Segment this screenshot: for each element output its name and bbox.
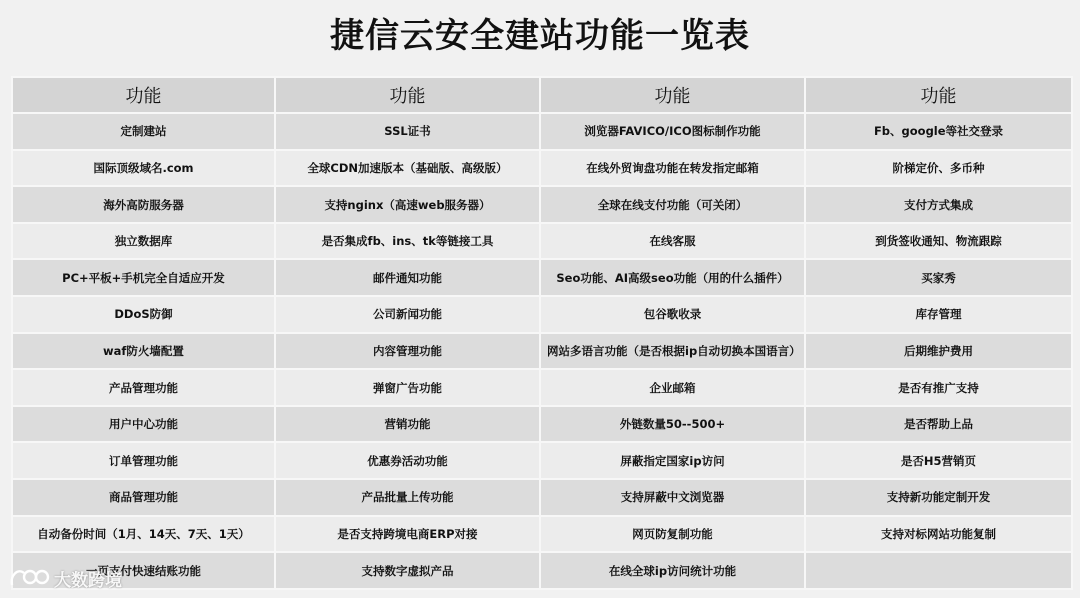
table-cell: 公司新闻功能 [275,296,540,333]
table-cell [805,552,1072,589]
table-cell: 订单管理功能 [12,442,275,479]
table-cell: 到货签收通知、物流跟踪 [805,223,1072,260]
feature-table [11,76,1073,590]
table-cell: 自动备份时间（1月、14天、7天、1天） [12,516,275,553]
table-cell: 邮件通知功能 [275,259,540,296]
table-cell: 用户中心功能 [12,406,275,443]
table-cell: Fb、google等社交登录 [805,113,1072,150]
table-cell: 商品管理功能 [12,479,275,516]
column-header: 功能 [12,77,275,113]
table-cell: 是否有推广支持 [805,369,1072,406]
table-row [12,186,1072,223]
table-cell: 支持数字虚拟产品 [275,552,540,589]
table-row [12,259,1072,296]
table-cell: 买家秀 [805,259,1072,296]
table-cell: 阶梯定价、多币种 [805,150,1072,187]
watermark-text: 大数跨境 [54,570,122,591]
table-cell: 是否帮助上品 [805,406,1072,443]
table-cell: 在线外贸询盘功能在转发指定邮箱 [540,150,805,187]
page-title: 捷信云安全建站功能一览表 [330,16,750,56]
table-header-row [12,77,1072,113]
table-cell: 浏览器FAVICO/ICO图标制作功能 [540,113,805,150]
table-cell: 定制建站 [12,113,275,150]
table-cell: 是否集成fb、ins、tk等链接工具 [275,223,540,260]
table-cell: 弹窗广告功能 [275,369,540,406]
table-cell: 支持nginx（高速web服务器） [275,186,540,223]
watermark [8,564,122,592]
table-cell: 支付方式集成 [805,186,1072,223]
table-row [12,296,1072,333]
table-cell: 优惠券活动功能 [275,442,540,479]
table-row [12,113,1072,150]
column-header: 功能 [805,77,1072,113]
table-cell: 内容管理功能 [275,333,540,370]
table-cell: PC+平板+手机完全自适应开发 [12,259,275,296]
table-row [12,369,1072,406]
table-cell: DDoS防御 [12,296,275,333]
table-row [12,333,1072,370]
table-cell: 在线客服 [540,223,805,260]
table-cell: 企业邮箱 [540,369,805,406]
table-row [12,516,1072,553]
brand-logo-icon [8,565,50,591]
table-cell: Seo功能、AI高级seo功能（用的什么插件） [540,259,805,296]
table-cell: 营销功能 [275,406,540,443]
table-row [12,406,1072,443]
table-row [12,552,1072,589]
table-cell: 在线全球ip访问统计功能 [540,552,805,589]
table-row [12,442,1072,479]
table-cell: 产品管理功能 [12,369,275,406]
table-cell: 支持屏蔽中文浏览器 [540,479,805,516]
table-cell: 海外高防服务器 [12,186,275,223]
table-cell: 独立数据库 [12,223,275,260]
table-cell: 是否H5营销页 [805,442,1072,479]
table-cell: SSL证书 [275,113,540,150]
table-cell: 屏蔽指定国家ip访问 [540,442,805,479]
table-row [12,223,1072,260]
table-cell: 国际顶级域名.com [12,150,275,187]
table-cell: 是否支持跨境电商ERP对接 [275,516,540,553]
table-row [12,479,1072,516]
table-cell: 全球CDN加速版本（基础版、高级版） [275,150,540,187]
table-cell: 支持对标网站功能复制 [805,516,1072,553]
table-cell: waf防火墙配置 [12,333,275,370]
table-cell: 全球在线支付功能（可关闭） [540,186,805,223]
column-header: 功能 [275,77,540,113]
table-cell: 库存管理 [805,296,1072,333]
table-row [12,150,1072,187]
table-cell: 网站多语言功能（是否根据ip自动切换本国语言） [540,333,805,370]
table-cell: 包谷歌收录 [540,296,805,333]
table-cell: 外链数量50--500+ [540,406,805,443]
table-cell: 网页防复制功能 [540,516,805,553]
column-header: 功能 [540,77,805,113]
table-cell: 后期维护费用 [805,333,1072,370]
table-cell: 产品批量上传功能 [275,479,540,516]
table-cell: 支持新功能定制开发 [805,479,1072,516]
table-cell: 一页支付快速结账功能 [12,552,275,589]
